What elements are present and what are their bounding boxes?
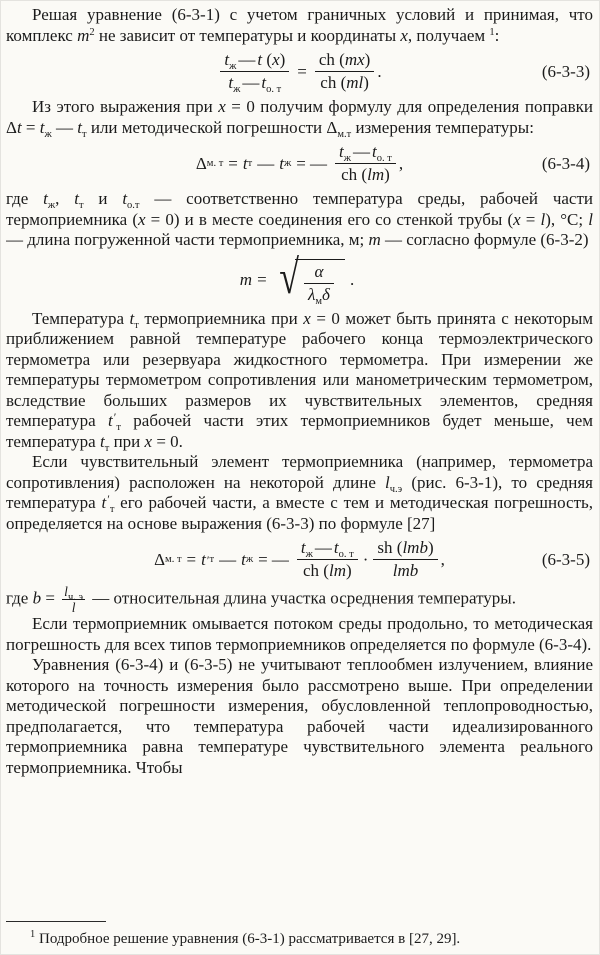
footnote-text xyxy=(6,930,592,949)
layout xyxy=(220,51,289,72)
text-run: ′ xyxy=(107,492,110,506)
math-var: t xyxy=(39,117,45,137)
text-run: — xyxy=(257,153,275,173)
text-run: , xyxy=(55,189,75,208)
text-run: Уравнения (6-3-4) и (6-3-5) не учитывают теплообмен излучением, влияние которого на точность измерения было рассмотрено выше. При определении методической погрешности измерения, обусловленной теплопроводностью, предполагается, что температура рабочей части идеализированного термоприемника равна температуре чувствительного элемента реального термоприемника. Чтобы xyxy=(6,655,593,777)
text-run: , xyxy=(398,153,404,173)
text-run: — относительная длина участка осреднения температуры. xyxy=(87,588,516,608)
text-run: — xyxy=(238,50,256,69)
layout xyxy=(295,259,345,307)
paragraph-temperature-approx xyxy=(6,309,593,453)
text-run: т xyxy=(104,442,110,454)
text-run: м.т xyxy=(337,128,352,140)
layout xyxy=(373,539,437,560)
math-var: t xyxy=(101,493,107,512)
fraction xyxy=(373,539,437,580)
text-run: т xyxy=(134,319,139,331)
footnote-marker: 1 xyxy=(489,26,495,38)
text-run: ch ( xyxy=(318,50,345,69)
fraction xyxy=(297,539,358,580)
math-var: t xyxy=(43,189,48,208)
text-run: о. т xyxy=(376,153,392,164)
text-run: о. т xyxy=(266,84,282,95)
layout xyxy=(304,263,334,284)
text-run: α xyxy=(314,261,324,281)
fraction xyxy=(220,50,289,95)
text-run: t xyxy=(279,153,284,173)
text-run: lm xyxy=(328,561,346,580)
text-run: 2 xyxy=(89,26,95,38)
text-run: ( xyxy=(262,50,273,69)
text-run: — соответственно температура среды, рабочей части термоприемника ( xyxy=(6,189,593,229)
paragraph-longitudinal-flow xyxy=(6,614,593,655)
footnote xyxy=(6,921,592,949)
layout xyxy=(335,143,396,164)
text-run: где xyxy=(6,588,33,608)
paragraph-where-terms xyxy=(6,189,593,251)
layout: Δ м. т = t т — t ж = — $\frac{t_ж — t_{о. т}}{ch (lm)}$ , xyxy=(195,142,404,184)
layout xyxy=(297,539,358,560)
math-var: x xyxy=(303,308,311,328)
text-run: t xyxy=(228,73,234,92)
text-run: Подробное решение уравнения (6-3-1) рассматривается в [27, 29]. xyxy=(35,931,461,947)
text-run: t xyxy=(257,50,263,69)
paragraph-where-b xyxy=(6,585,593,614)
text-run: не зависит от температуры и координаты xyxy=(94,25,401,45)
paragraph-sensitive-element xyxy=(6,452,593,534)
text-run: ′ xyxy=(113,410,117,424)
text-run: ч.э xyxy=(389,483,403,495)
text-run: при xyxy=(109,431,145,451)
text-run: Если чувствительный элемент термоприемника (например, термометра сопротивления) расположен на некоторой длине xyxy=(6,452,593,492)
text-run: Δ xyxy=(195,153,207,173)
layout xyxy=(239,250,359,307)
text-run: mx xyxy=(344,50,365,69)
text-run: t xyxy=(242,153,248,173)
text-run: ml xyxy=(346,73,364,92)
layout xyxy=(220,72,289,95)
text-run: δ xyxy=(322,284,330,304)
text-run: ж xyxy=(233,84,241,95)
text-run: = — xyxy=(258,549,289,569)
text-run: = xyxy=(520,209,541,229)
text-run: = xyxy=(21,117,40,137)
text-run: λ xyxy=(308,284,316,304)
math-var: l xyxy=(540,209,546,229)
text-run: ж xyxy=(44,128,52,140)
text-run: t xyxy=(300,538,306,557)
text-run: Решая уравнение (6-3-1) с учетом граничных условий и принимая, что комплекс xyxy=(6,5,593,45)
math-var: l xyxy=(588,209,593,229)
text-run: · xyxy=(362,549,369,569)
text-run: термоприемника при xyxy=(138,308,304,328)
text-run: ) xyxy=(363,73,369,92)
text-run: — xyxy=(353,142,371,161)
text-run: ), °С; xyxy=(545,209,589,229)
text-run: м xyxy=(315,295,323,307)
text-run: Δ xyxy=(154,549,166,569)
text-run: , получаем xyxy=(407,25,490,45)
equation-m-formula xyxy=(6,250,593,307)
text-run: t xyxy=(339,142,344,161)
text-run: = xyxy=(297,61,307,81)
fraction xyxy=(335,143,396,184)
text-run: или методической погрешности Δ xyxy=(86,117,338,137)
text-run: где xyxy=(6,189,44,208)
text-run: — xyxy=(219,549,237,569)
text-run: lmb xyxy=(402,538,428,557)
text-run: о.т xyxy=(127,200,140,211)
text-run: ) xyxy=(427,538,434,557)
radical-sign: √ xyxy=(278,250,299,304)
layout xyxy=(304,284,334,307)
text-run: Температура xyxy=(32,308,130,328)
layout xyxy=(62,584,85,603)
text-run: lm xyxy=(367,165,385,184)
text-run: ch ( xyxy=(341,165,368,184)
text-run: m xyxy=(239,269,253,289)
equation-6-3-3 xyxy=(6,50,593,95)
layout xyxy=(335,164,396,184)
text-run: t xyxy=(224,50,230,69)
text-run: = 0) и в месте соединения его со стенкой трубы ( xyxy=(145,209,514,229)
layout xyxy=(315,72,374,92)
text-run: t xyxy=(201,549,206,569)
equation-number: (6-3-3) xyxy=(541,61,590,81)
text-run: lmb xyxy=(392,561,419,580)
text-run: — xyxy=(314,538,332,557)
layout xyxy=(217,50,382,95)
text-run: — xyxy=(51,117,78,137)
text-run: т xyxy=(116,422,121,433)
text-run: ж xyxy=(229,61,237,72)
layout xyxy=(373,560,437,580)
layout xyxy=(297,560,358,580)
math-var: x xyxy=(138,209,146,229)
square-root xyxy=(276,250,345,307)
text-run: — длина погруженной части термоприемника, м; xyxy=(6,230,369,249)
text-run: l xyxy=(71,600,76,615)
math-var: m xyxy=(368,230,381,249)
math-var: t xyxy=(129,308,135,328)
fraction xyxy=(304,261,334,307)
text-run: l xyxy=(64,584,68,599)
math-var: t xyxy=(16,117,22,137)
page-content xyxy=(6,5,593,909)
text-run: ч. э xyxy=(67,592,83,603)
math-var: l xyxy=(385,472,390,492)
footnote-rule xyxy=(6,921,106,922)
paragraph-equations-limits xyxy=(6,655,593,778)
text-run: . xyxy=(377,61,382,81)
text-run: и xyxy=(83,189,123,208)
paragraph-intro xyxy=(6,5,593,46)
text-run: = 0 получим формулу для определения поправки Δ xyxy=(6,97,593,137)
text-run: = — xyxy=(296,153,328,173)
layout xyxy=(62,600,85,614)
math-var: x xyxy=(400,25,408,45)
math-var: b xyxy=(32,588,42,608)
text-run: x xyxy=(272,50,280,69)
text-run: ch ( xyxy=(320,73,347,92)
text-run: ) xyxy=(384,165,390,184)
text-run: т xyxy=(109,504,115,515)
text-run: его рабочей части, а вместе с тем и методическая погрешность, определяется на основе выражения (6-3-3) по формуле [27] xyxy=(6,493,593,533)
equation-number: (6-3-4) xyxy=(541,153,590,173)
fraction xyxy=(315,51,374,92)
inline-fraction xyxy=(62,585,85,614)
equation-number: (6-3-5) xyxy=(541,549,590,569)
text-run: = 0 может быть принята с некоторым приближением равной температуре рабочего конца термоэлектрического термометра или резервуара жидкостного термометра. При измерении же температуры термометром сопротивления или манометрическим термометром, вследствие больших размеров их чувствительных элементов, средняя температура xyxy=(6,308,593,430)
math-var: m xyxy=(77,25,90,45)
text-run: ж xyxy=(305,549,313,560)
text-run: = xyxy=(41,588,60,608)
text-run: t xyxy=(241,549,246,569)
layout: Δ м. т = t ′ т — t ж = — $\frac{t_ж — t_{о. т}}{ch (lm)}$ · $\frac{\text{sh (lmb)}}{\text{lmb}}$ , xyxy=(154,538,445,580)
paragraph-correction xyxy=(6,97,593,138)
footnote-marker: 1 xyxy=(30,929,36,940)
text-run: рабочей части этих термоприемников будет меньше, чем температура xyxy=(6,411,593,451)
math-var: t xyxy=(74,189,79,208)
math-var: t xyxy=(108,411,113,430)
text-run: ) xyxy=(279,50,286,69)
text-run: Из этого выражения при xyxy=(32,97,219,116)
text-run: = 0. xyxy=(152,431,183,451)
math-var: x xyxy=(513,209,521,229)
text-run: , xyxy=(440,549,445,569)
text-run: т xyxy=(78,200,84,211)
text-run: — xyxy=(242,73,260,92)
text-run: Если термоприемник омывается потоком среды продольно, то методическая погрешность для всех типов термоприемников определяется по формуле (6-3-4). xyxy=(6,614,593,654)
text-run: ж xyxy=(343,153,352,164)
layout xyxy=(315,51,374,72)
text-run: т xyxy=(82,128,87,140)
text-run: sh ( xyxy=(377,538,403,557)
math-var: t xyxy=(122,189,128,208)
text-run: — согласно формуле (6-3-2) xyxy=(380,230,589,249)
text-run: t xyxy=(372,142,377,161)
text-run: измерения температуры: xyxy=(351,117,534,137)
text-run: t xyxy=(333,538,339,557)
text-run: = xyxy=(228,153,238,173)
text-run: ж xyxy=(47,200,56,211)
text-run: ) xyxy=(345,561,352,580)
text-run: = xyxy=(186,549,197,569)
text-run: : xyxy=(494,25,500,45)
math-var: t xyxy=(99,431,105,451)
equation-6-3-5 xyxy=(6,539,593,580)
text-run: (рис. 6-3-1), то средняя температура xyxy=(6,472,593,512)
text-run: о. т xyxy=(338,549,354,560)
text-run: = xyxy=(257,269,267,289)
math-var: t xyxy=(77,117,82,137)
text-run: ch ( xyxy=(303,561,329,580)
text-run: t xyxy=(261,73,267,92)
math-var: x xyxy=(218,97,226,116)
equation-6-3-4 xyxy=(6,143,593,184)
math-var: x xyxy=(144,431,153,451)
text-run: ) xyxy=(364,50,371,69)
text-run: . xyxy=(349,269,355,289)
